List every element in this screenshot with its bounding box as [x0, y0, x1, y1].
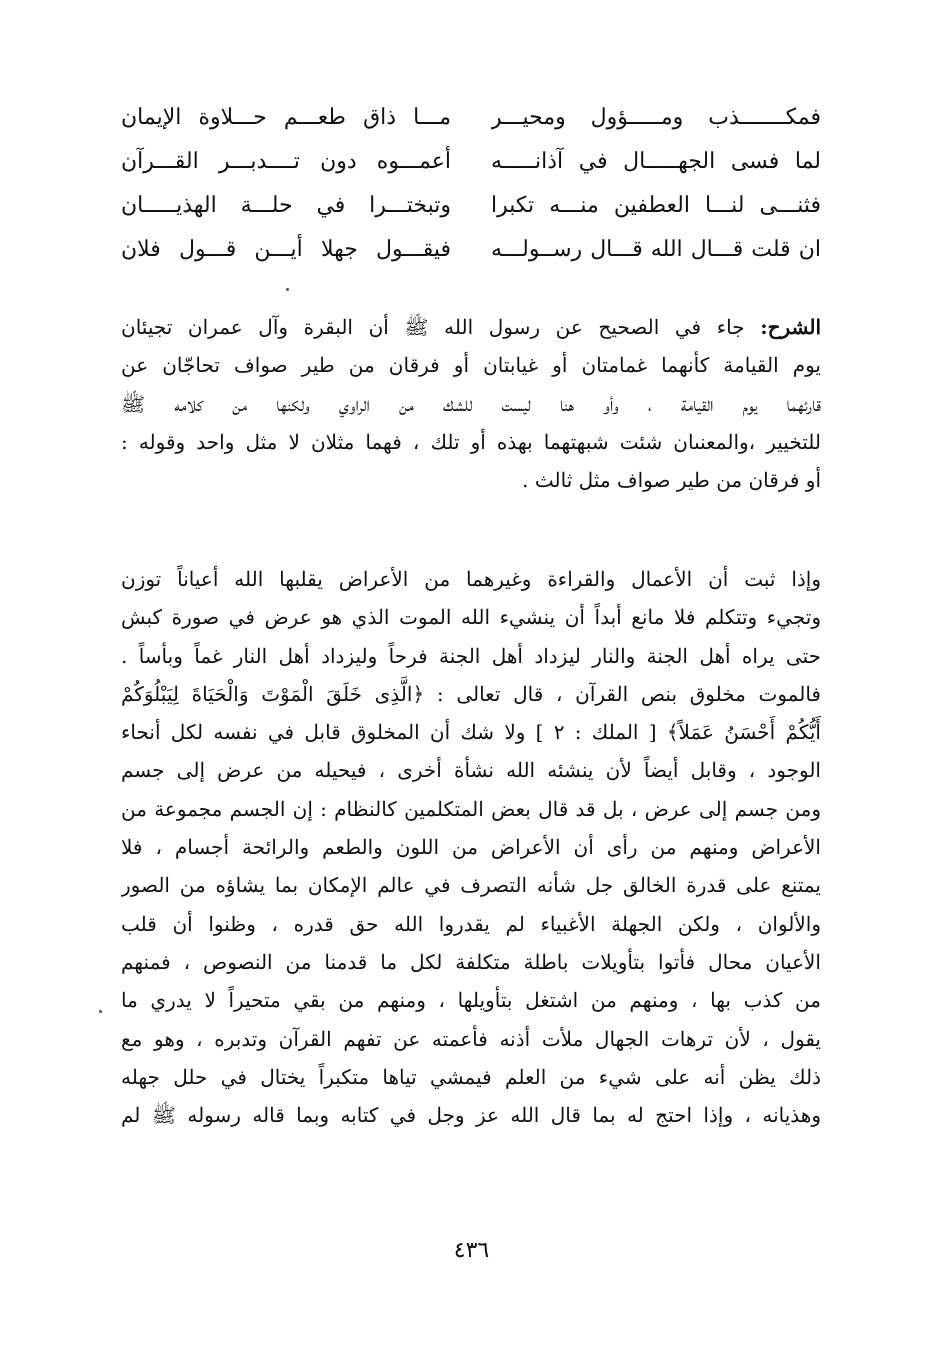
poem-verse	[121, 228, 821, 272]
text-line: ومن جسم إلى عرض ، بل قد قال بعض المتكلمين كالنظام : إن الجسم مجموعة من	[121, 796, 821, 821]
text-line: وهذيانه ، وإذا احتج له بما قال الله عز وجل في كتابه وبما قاله رسوله ﷺ لم	[121, 1103, 821, 1128]
poem-verse	[121, 140, 821, 184]
stray-dot	[286, 288, 289, 291]
main-paragraph	[121, 560, 821, 1134]
commentary-label: الشرح:	[760, 315, 821, 339]
verse-first-half: لما فسى الجهـــــال في آذانـــــه	[491, 149, 821, 174]
text-line: وتجيء وتتكلم فلا مانع أبداً أن ينشيء الله الموت الذي هو عرض في صورة كبش	[121, 605, 821, 630]
text-line: أو فرقان من طير صواف مثل ثالث .	[522, 468, 821, 493]
verse-second-half: فيقـــول جهلا أيـــن قـــول فلان	[121, 237, 451, 262]
verse-second-half: مـــا ذاق طعـــم حـــلاوة الإيمان	[121, 105, 451, 130]
text-line: قارئهما يوم القيامة ، وأو هنا ليست للشك من الراوي ولكنها من كلامه ﷺ	[121, 391, 821, 416]
page-number: ٤٣٦	[453, 1238, 490, 1263]
verse-first-half: ان قلت قـــال الله قـــال رســولـــه	[491, 237, 821, 262]
text-line: الأعراض ومنهم من رأى أن الأعراض من اللون والطعم والرائحة أجسام ، فلا	[121, 835, 821, 860]
text-line: ذلك يظن أنه على شيء من العلم فيمشي تياها متكبراً يختال في حلل جهله	[121, 1064, 821, 1089]
stray-dot	[99, 1010, 102, 1013]
text-line: من كذب بها ، ومنهم من اشتغل بتأويلها ، ومنهم من بقي متحيراً لا يدري ما	[121, 988, 821, 1013]
text-line: الوجود ، وقابل أيضاً لأن ينشئه الله نشأة أخرى ، فيحيله من عرض إلى جسم	[121, 758, 821, 783]
verse-first-half: فمكـــــــذب ومـــــؤول ومحيـــر	[491, 105, 821, 130]
commentary-section	[121, 308, 821, 499]
commentary-text: جاء في الصحيح عن رسول الله ﷺ أن البقرة وآل عمران تجيئان	[121, 315, 745, 339]
verse-second-half: وتبختـــرا في حلـــة الهذيـــــان	[121, 193, 451, 218]
text-line	[121, 308, 821, 346]
poem-block	[121, 96, 821, 272]
text-line: الأعيان محال فأتوا بتأويلات باطلة متكلفة لكل ما قدمنا من النصوص ، فمنهم	[121, 949, 821, 974]
poem-verse	[121, 96, 821, 140]
text-line: والألوان ، ولكن الجهلة الأغبياء لم يقدروا الله حق قدره ، وظنوا أن قلب	[121, 911, 821, 936]
text-line: يمتنع على قدرة الخالق جل شأنه التصرف في عالم الإمكان بما يشاؤه من الصور	[121, 873, 821, 898]
text-line: وإذا ثبت أن الأعمال والقراءة وغيرهما من الأعراض يقلبها الله أعياناً توزن	[121, 567, 821, 591]
text-line: أَيُّكُمْ أَحْسَنُ عَمَلاً﴾ [ الملك : ٢ ] ولا شك أن المخلوق قابل في نفسه لكل أنحاء	[121, 720, 821, 745]
text-line: يوم القيامة كأنهما غمامتان أو غيابتان أو فرقان من طير صواف تحاجّان عن	[121, 353, 821, 378]
text-line: يقول ، لأن ترهات الجهال ملأت أذنه فأعمته عن تفهم القرآن وتدبره ، وهو مع	[121, 1026, 821, 1051]
verse-first-half: فثنـــى لنـــا العطفين منـــه تكبرا	[491, 193, 821, 218]
text-line: للتخيير ،والمعنىان شئت شبهتهما بهذه أو تلك ، فهما مثلان لا مثل واحد وقوله :	[121, 429, 821, 454]
text-line: حتى يراه أهل الجنة والنار ليزداد أهل الجنة فرحاً وليزداد أهل النار غماً وبأساً .	[121, 643, 821, 668]
text-line: فالموت مخلوق بنص القرآن ، قال تعالى : ﴿الَّذِى خَلَقَ الْمَوْتَ وَالْحَيَاةَ لِيَبْلُوَكُمْ	[121, 681, 821, 706]
poem-verse	[121, 184, 821, 228]
verse-second-half: أعمـــوه دون تــــدبـــر القـــرآن	[121, 149, 451, 174]
